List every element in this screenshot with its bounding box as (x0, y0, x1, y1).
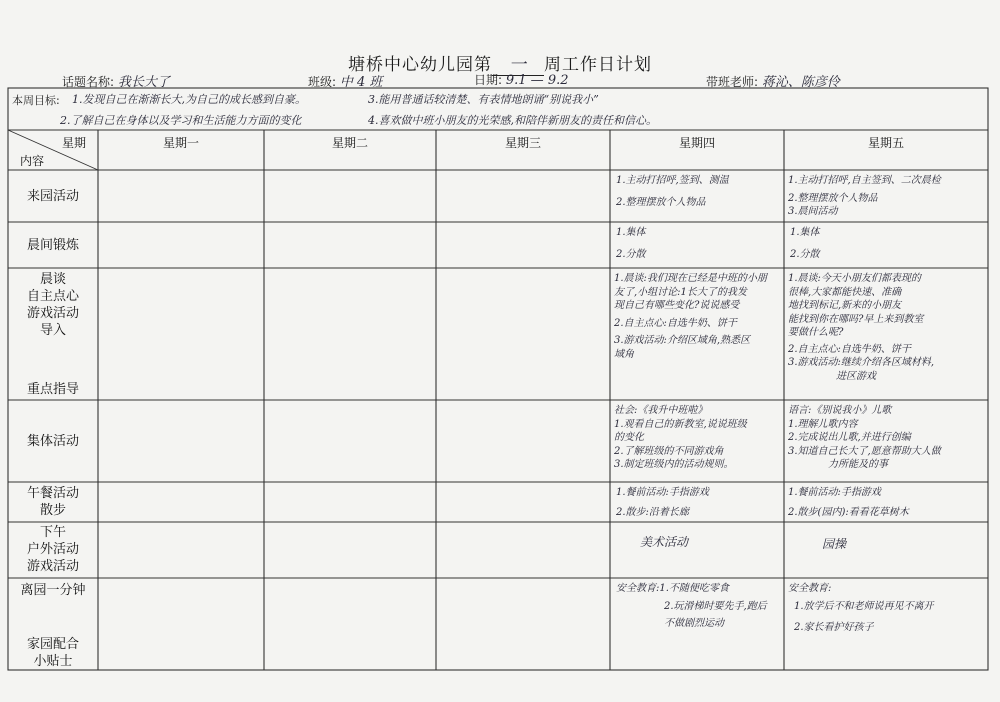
date-value: 9.1 — 9.2 (505, 73, 569, 88)
date-field: 日期: 9.1 — 9.2 (474, 73, 569, 88)
day-header-monday: 星期一 (162, 136, 199, 150)
thu-morning-note: 1.晨谈:我们现在已经是中班的小朋 友了,小组讨论:1长大了的我发 现自己有哪些变化?说说感受 2.自主点心:自选牛奶、饼干 3.游戏活动:介绍区域角,熟悉区 域角 (614, 273, 767, 360)
corner-content-label: 内容 (19, 154, 44, 168)
goals-label: 本周目标: (12, 94, 60, 107)
day-header-tuesday: 星期二 (331, 136, 368, 150)
row-label-key-guidance: 重点指导 (26, 382, 79, 397)
topic-field: 话题名称: 我长大了 (62, 75, 170, 90)
thu-exercise-note: 1.集体 2.分散 (616, 227, 646, 260)
corner-weekday-label: 星期 (61, 136, 86, 150)
thu-leaving-note: 安全教育:1.不随便吃零食 2.玩滑梯时要先手,跑后 不做剧烈运动 (616, 583, 767, 629)
day-header-wednesday: 星期三 (504, 136, 541, 150)
goal-item: 2.了解自己在身体以及学习和生活能力方面的变化 (60, 114, 302, 127)
day-header-friday: 星期五 (867, 136, 904, 150)
topic-value: 我长大了 (117, 75, 170, 90)
goal-item: 3.能用普通话较清楚、有表情地朗诵“别说我小” (368, 93, 599, 106)
fri-afternoon-note: 园操 (822, 537, 847, 551)
thu-lunch-note: 1.餐前活动:手指游戏 2.散步:沿着长廊 (616, 487, 709, 518)
row-label-arrival: 来园活动 (26, 189, 79, 204)
row-label-group-activity: 集体活动 (26, 434, 79, 449)
row-label-afternoon: 下午 户外活动 游戏活动 (26, 525, 79, 574)
fri-group-note: 语言:《别说我小》儿歌 1.理解儿歌内容 2.完成说出儿歌,并进行创编 3.知道自己长大了,愿意帮助大人做 力所能及的事 (788, 405, 941, 470)
day-header-thursday: 星期四 (678, 136, 715, 150)
fri-leaving-note: 安全教育: 1.放学后不和老师说再见不离开 2.家长看护好孩子 (788, 583, 934, 633)
fri-morning-note: 1.晨谈:今天小朋友们都表现的 很棒,大家都能快速、准确 地找到标记,新来的小朋友 能找到你在哪吗?早上来到教室 要做什么呢? 2.自主点心:自选牛奶、饼干 3.游戏活动:继续介绍各区域材料, 进区游戏 (788, 273, 935, 382)
teacher-value: 蒋沁、陈彦伶 (761, 75, 840, 90)
row-label-lunch: 午餐活动 散步 (26, 486, 79, 518)
title-prefix: 塘桥中心幼儿园第 (348, 55, 492, 75)
class-value: 中 4 班 (339, 75, 383, 90)
teacher-field: 带班老师: 蒋沁、陈彦伶 (706, 75, 840, 90)
row-label-exercise: 晨间锻炼 (26, 238, 79, 253)
class-field: 班级: 中 4 班 (308, 75, 383, 90)
row-label-morning: 晨谈 自主点心 游戏活动 导入 (26, 272, 79, 338)
fri-exercise-note: 1.集体 2.分散 (790, 227, 820, 260)
title-suffix: 周工作日计划 (544, 55, 652, 75)
thu-group-note: 社会:《我升中班啦》 1.观看自己的新教室,说说班级 的变化 2.了解班级的不同游戏角 3.制定班级内的活动规则。 (614, 405, 747, 470)
thu-afternoon-note: 美术活动 (640, 535, 689, 549)
fri-arrival-note: 1.主动打招呼,自主签到、二次晨检 2.整理摆放个人物品 3.晨间活动 (788, 175, 941, 217)
week-number: 一 (492, 50, 544, 76)
goal-item: 4.喜欢做中班小朋友的光荣感,和陪伴新朋友的责任和信心。 (368, 114, 657, 127)
row-label-leaving: 离园一分钟 (20, 583, 86, 598)
row-label-home-tips: 家园配合 小贴士 (26, 637, 79, 669)
thu-arrival-note: 1.主动打招呼,签到、测温 2.整理摆放个人物品 (616, 175, 729, 208)
goal-item: 1.发现自己在渐渐长大,为自己的成长感到自豪。 (72, 93, 306, 106)
fri-lunch-note: 1.餐前活动:手指游戏 2.散步(园内):看看花草树木 (788, 487, 909, 518)
